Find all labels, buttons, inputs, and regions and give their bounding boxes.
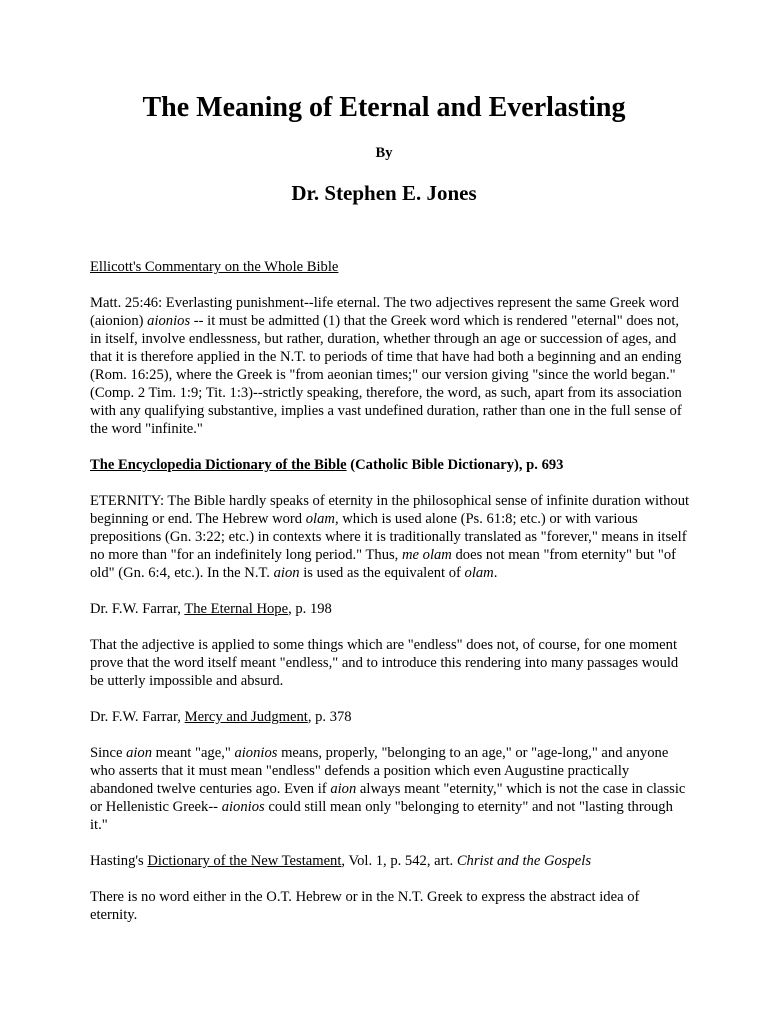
citation-title: The Eternal Hope	[184, 601, 289, 617]
italic-term: aionios	[234, 745, 278, 761]
paragraph-eternity	[90, 492, 690, 582]
text-run: , Vol. 1, p. 542, art.	[341, 853, 457, 869]
citation-hastings	[90, 852, 690, 870]
paragraph-ellicott	[90, 294, 690, 438]
citation-farrar-hope	[90, 600, 690, 618]
italic-term: aionios	[147, 313, 191, 329]
text-run: .	[493, 565, 498, 581]
text-run: ETERNITY: The Bible hardly speaks of eternity in the philosophical sense of infinite duration without beginning or end. The Hebrew word	[90, 493, 690, 527]
citation-farrar-mercy	[90, 708, 690, 726]
text-run: does not mean "from eternity" but "of old" (Gn. 6:4, etc.). In the N.T.	[90, 547, 677, 581]
page-title: The Meaning of Eternal and Everlasting	[142, 92, 626, 123]
italic-term: aion	[273, 565, 300, 581]
italic-term: me olam	[401, 547, 452, 563]
section-heading-encyclopedia	[90, 456, 690, 474]
section-heading-ellicott	[90, 258, 690, 276]
text-run: , p. 198	[288, 601, 332, 617]
text-run: always meant "eternity," which is not the case in classic or Hellenistic Greek--	[90, 781, 686, 815]
text-run: , p. 378	[307, 709, 352, 725]
text-run: means, properly, "belonging to an age," or "age-long," and anyone who asserts that it must mean "endless" defends a position which even Augustine practically abandoned twelve centuries ago. Even if	[90, 745, 669, 797]
heading-encyclopedia-title: The Encyclopedia Dictionary of the Bible	[90, 457, 347, 473]
text-run: meant "age,"	[152, 745, 235, 761]
italic-term: Christ and the Gospels	[456, 853, 591, 869]
text-run: is used as the equivalent of	[299, 565, 465, 581]
text-run: Dr. F.W. Farrar,	[90, 709, 185, 725]
text-run: -- it must be admitted (1) that the Greek word which is rendered "eternal" does not, in itself, involve endlessness, but rather, duration, whether through an age or succession of ages, and that it is therefore applied in the N.T. to periods of time that have had both a beginning and an ending (Rom. 16:25), where the Greek is "from aeonian times;" our version giving "since the world began." (Comp. 2 Tim. 1:9; Tit. 1:3)--strictly speaking, therefore, the word, as such, apart from its association with any qualifying substantive, implies a vast undefined duration, rather than one in the full sense of the word "infinite."	[90, 313, 682, 437]
text-run: , which is used alone (Ps. 61:8; etc.) or with various prepositions (Gn. 3:22; etc.) in contexts where it is traditionally translated as "forever," means in itself no more than "for an indefinitely long period." Thus,	[90, 511, 687, 563]
text-run: Since	[90, 745, 127, 761]
text-run: Hasting's	[90, 853, 148, 869]
paragraph-farrar-mercy	[90, 744, 690, 834]
paragraph-hastings: There is no word either in the O.T. Hebrew or in the N.T. Greek to express the abstract idea of eternity.	[90, 889, 640, 923]
citation-title: Dictionary of the New Testament	[147, 853, 342, 869]
italic-term: aion	[126, 745, 153, 761]
text-run: could still mean only "belonging to eternity" and not "lasting through it."	[90, 799, 673, 833]
italic-term: aion	[330, 781, 357, 797]
italic-term: aionios	[221, 799, 265, 815]
document-body	[90, 258, 690, 942]
paragraph-farrar-hope: That the adjective is applied to some things which are "endless" does not, of course, for one moment prove that the word itself meant "endless," and to introduce this rendering into many passages would be utterly impossible and absurd.	[90, 637, 679, 689]
italic-term: olam	[305, 511, 335, 527]
byline: By	[375, 145, 393, 161]
italic-term: olam	[464, 565, 494, 581]
author-name: Dr. Stephen E. Jones	[291, 181, 477, 205]
text-run: Matt. 25:46: Everlasting punishment--life eternal. The two adjectives represent the same Greek word (aionion)	[90, 295, 679, 329]
heading-encyclopedia-rest: (Catholic Bible Dictionary), p. 693	[346, 457, 564, 473]
heading-ellicott-title: Ellicott's Commentary on the Whole Bible	[90, 259, 339, 275]
text-run: Dr. F.W. Farrar,	[90, 601, 185, 617]
citation-title: Mercy and Judgment	[184, 709, 308, 725]
